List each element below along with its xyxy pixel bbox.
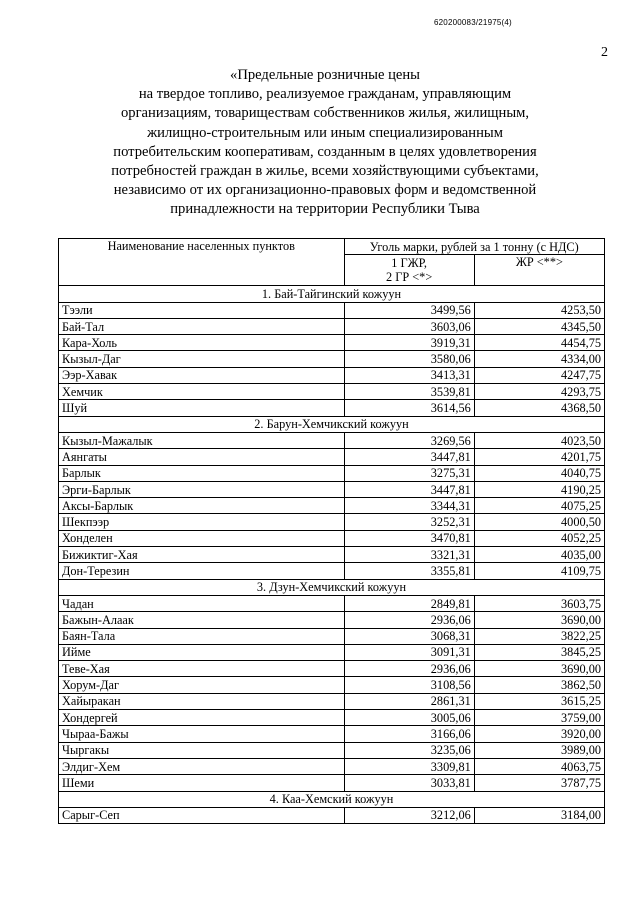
price-zhr: 3822,25 <box>474 628 604 644</box>
price-zhr: 3787,75 <box>474 775 604 791</box>
table-row <box>59 481 605 497</box>
header-row <box>59 239 605 255</box>
settlement-name: Чыргакы <box>59 742 345 758</box>
subheader-line: 2 ГР <*> <box>386 270 433 285</box>
price-zhr: 4052,25 <box>474 530 604 546</box>
section-row <box>59 286 605 302</box>
table-row <box>59 775 605 791</box>
price-zhr: 3690,00 <box>474 612 604 628</box>
title-line: потребностей граждан в жилье, всеми хозяйствующими субъектами, <box>111 163 539 180</box>
table-row <box>59 318 605 334</box>
title-line: «Предельные розничные цены <box>230 67 420 83</box>
section-title: 2. Барун-Хемчикский кожуун <box>59 416 605 432</box>
table-row <box>59 612 605 628</box>
price-table <box>58 238 605 824</box>
table-row <box>59 400 605 416</box>
settlement-name: Ийме <box>59 644 345 660</box>
table-row <box>59 530 605 546</box>
table-row <box>59 758 605 774</box>
price-1gzhr-2gr: 3355,81 <box>344 563 474 579</box>
table-row <box>59 595 605 611</box>
price-zhr: 4247,75 <box>474 367 604 383</box>
document-id: 620200083/21975(4) <box>434 18 512 27</box>
price-zhr: 4035,00 <box>474 547 604 563</box>
price-zhr: 4190,25 <box>474 481 604 497</box>
price-zhr: 4063,75 <box>474 758 604 774</box>
price-1gzhr-2gr: 3269,56 <box>344 432 474 448</box>
price-1gzhr-2gr: 3309,81 <box>344 758 474 774</box>
price-1gzhr-2gr: 3166,06 <box>344 726 474 742</box>
settlement-name: Кызыл-Даг <box>59 351 345 367</box>
price-1gzhr-2gr: 3005,06 <box>344 710 474 726</box>
title-line: принадлежности на территории Республики Тыва <box>170 201 480 218</box>
settlement-name: Барлык <box>59 465 345 481</box>
coal-grade-group-header: Уголь марки, рублей за 1 тонну (с НДС) <box>344 239 604 255</box>
table-row <box>59 432 605 448</box>
settlement-column-header: Наименование населенных пунктов <box>59 239 345 286</box>
price-zhr: 3603,75 <box>474 595 604 611</box>
table-row <box>59 644 605 660</box>
price-1gzhr-2gr: 3470,81 <box>344 530 474 546</box>
price-zhr: 4345,50 <box>474 318 604 334</box>
section-title: 4. Каа-Хемский кожуун <box>59 791 605 807</box>
settlement-name: Хемчик <box>59 384 345 400</box>
table-row <box>59 726 605 742</box>
table-row <box>59 351 605 367</box>
subheader-line: 1 ГЖР, <box>391 256 427 271</box>
settlement-name: Дон-Терезин <box>59 563 345 579</box>
price-1gzhr-2gr: 3068,31 <box>344 628 474 644</box>
table-row <box>59 335 605 351</box>
price-1gzhr-2gr: 3580,06 <box>344 351 474 367</box>
settlement-name: Сарыг-Сеп <box>59 807 345 823</box>
settlement-name: Бай-Тал <box>59 318 345 334</box>
price-1gzhr-2gr: 3919,31 <box>344 335 474 351</box>
price-1gzhr-2gr: 3108,56 <box>344 677 474 693</box>
price-1gzhr-2gr: 3447,81 <box>344 449 474 465</box>
price-zhr: 4253,50 <box>474 302 604 318</box>
section-row <box>59 791 605 807</box>
settlement-name: Хайыракан <box>59 693 345 709</box>
price-1gzhr-2gr: 3321,31 <box>344 547 474 563</box>
table-row <box>59 807 605 823</box>
table-row <box>59 563 605 579</box>
settlement-name: Бижиктиг-Хая <box>59 547 345 563</box>
settlement-name: Эрги-Барлык <box>59 481 345 497</box>
price-zhr: 3989,00 <box>474 742 604 758</box>
price-zhr: 4201,75 <box>474 449 604 465</box>
settlement-name: Чыраа-Бажы <box>59 726 345 742</box>
price-zhr: 3615,25 <box>474 693 604 709</box>
price-1gzhr-2gr: 3614,56 <box>344 400 474 416</box>
table-row <box>59 449 605 465</box>
table-row <box>59 384 605 400</box>
table-row <box>59 710 605 726</box>
price-1gzhr-2gr: 3344,31 <box>344 498 474 514</box>
price-1gzhr-2gr: 2936,06 <box>344 612 474 628</box>
price-1gzhr-2gr: 3252,31 <box>344 514 474 530</box>
table-row <box>59 693 605 709</box>
price-1gzhr-2gr: 3033,81 <box>344 775 474 791</box>
title-line: потребительским кооперативам, созданным в целях удовлетворения <box>113 143 537 160</box>
price-zhr: 3759,00 <box>474 710 604 726</box>
grade-zhr-header: ЖР <**> <box>474 255 604 286</box>
settlement-name: Хондергей <box>59 710 345 726</box>
settlement-name: Баян-Тала <box>59 628 345 644</box>
price-1gzhr-2gr: 3603,06 <box>344 318 474 334</box>
price-zhr: 4334,00 <box>474 351 604 367</box>
table-row <box>59 465 605 481</box>
settlement-name: Кызыл-Мажалык <box>59 432 345 448</box>
title-line: независимо от их организационно-правовых форм и ведомственной <box>113 182 537 199</box>
price-zhr: 3845,25 <box>474 644 604 660</box>
price-zhr: 4454,75 <box>474 335 604 351</box>
settlement-name: Кара-Холь <box>59 335 345 351</box>
section-title: 3. Дзун-Хемчикский кожуун <box>59 579 605 595</box>
settlement-name: Бажын-Алаак <box>59 612 345 628</box>
price-1gzhr-2gr: 3413,31 <box>344 367 474 383</box>
price-zhr: 4109,75 <box>474 563 604 579</box>
price-1gzhr-2gr: 2849,81 <box>344 595 474 611</box>
price-1gzhr-2gr: 3212,06 <box>344 807 474 823</box>
price-zhr: 4368,50 <box>474 400 604 416</box>
section-row <box>59 416 605 432</box>
settlement-name: Чадан <box>59 595 345 611</box>
settlement-name: Хорум-Даг <box>59 677 345 693</box>
price-zhr: 3920,00 <box>474 726 604 742</box>
table-row <box>59 661 605 677</box>
section-row <box>59 579 605 595</box>
settlement-name: Тээли <box>59 302 345 318</box>
settlement-name: Элдиг-Хем <box>59 758 345 774</box>
price-zhr: 3690,00 <box>474 661 604 677</box>
settlement-name: Шеми <box>59 775 345 791</box>
price-1gzhr-2gr: 3091,31 <box>344 644 474 660</box>
table-row <box>59 367 605 383</box>
title-line: организациям, товариществам собственников жилья, жилищным, <box>120 105 530 122</box>
price-zhr: 4000,50 <box>474 514 604 530</box>
title-line: жилищно-строительным или иным специализированным <box>147 124 503 141</box>
price-1gzhr-2gr: 3447,81 <box>344 481 474 497</box>
settlement-name: Ээр-Хавак <box>59 367 345 383</box>
price-zhr: 3184,00 <box>474 807 604 823</box>
table-body <box>59 286 605 824</box>
settlement-name: Теве-Хая <box>59 661 345 677</box>
page-number: 2 <box>601 45 608 60</box>
section-title: 1. Бай-Тайгинский кожуун <box>59 286 605 302</box>
price-zhr: 3862,50 <box>474 677 604 693</box>
price-1gzhr-2gr: 2861,31 <box>344 693 474 709</box>
table-row <box>59 547 605 563</box>
document-title <box>90 66 560 220</box>
table-row <box>59 498 605 514</box>
title-line: на твердое топливо, реализуемое гражданам, управляющим <box>138 86 512 103</box>
table-row <box>59 628 605 644</box>
price-1gzhr-2gr: 3235,06 <box>344 742 474 758</box>
table-row <box>59 302 605 318</box>
table-row <box>59 514 605 530</box>
table-row <box>59 742 605 758</box>
settlement-name: Аксы-Барлык <box>59 498 345 514</box>
price-1gzhr-2gr: 3539,81 <box>344 384 474 400</box>
settlement-name: Хонделен <box>59 530 345 546</box>
price-zhr: 4040,75 <box>474 465 604 481</box>
price-zhr: 4075,25 <box>474 498 604 514</box>
settlement-name: Шуй <box>59 400 345 416</box>
price-zhr: 4293,75 <box>474 384 604 400</box>
settlement-name: Аянгаты <box>59 449 345 465</box>
settlement-name: Шекпээр <box>59 514 345 530</box>
price-1gzhr-2gr: 2936,06 <box>344 661 474 677</box>
price-zhr: 4023,50 <box>474 432 604 448</box>
grade-1gzhr-2gr-header <box>344 255 474 286</box>
price-1gzhr-2gr: 3275,31 <box>344 465 474 481</box>
price-1gzhr-2gr: 3499,56 <box>344 302 474 318</box>
table-row <box>59 677 605 693</box>
